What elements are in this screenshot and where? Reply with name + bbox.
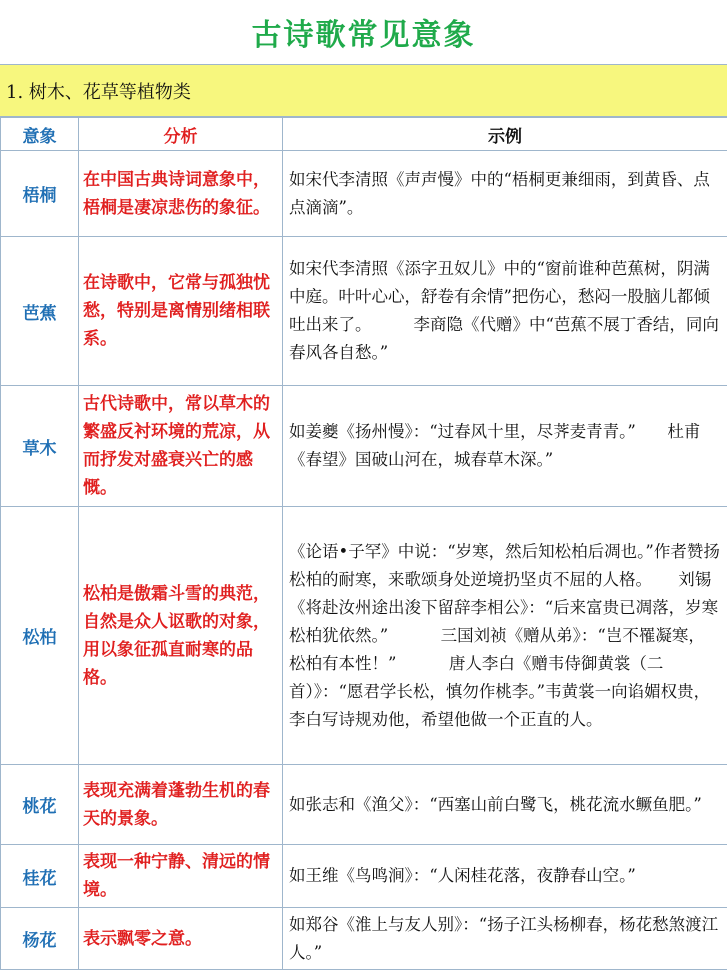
table-row — [1, 765, 727, 845]
row-example: 如姜夔《扬州慢》：“过春风十里，尽荠麦青青。” 杜甫《春望》国破山河在，城春草木深。” — [283, 386, 727, 507]
page-title: 古诗歌常见意象 — [252, 10, 476, 54]
row-term: 芭蕉 — [1, 237, 79, 386]
row-example: 如张志和《渔父》：“西塞山前白鹭飞，桃花流水鳜鱼肥。” — [283, 765, 727, 845]
row-example: 如郑谷《淮上与友人别》：“扬子江头杨柳春，杨花愁煞渡江人。” — [283, 908, 727, 970]
row-example: 如宋代李清照《声声慢》中的“梧桐更兼细雨，到黄昏、点点滴滴”。 — [283, 151, 727, 237]
row-term: 杨花 — [1, 908, 79, 970]
row-term: 草木 — [1, 386, 79, 507]
row-term: 松柏 — [1, 507, 79, 765]
table-row — [1, 151, 727, 237]
row-example: 《论语•子罕》中说：“岁寒，然后知松柏后凋也。”作者赞扬松柏的耐寒，来歌颂身处逆境扔坚贞不屈的人格。 刘锡《将赴汝州途出浚下留辞李相公》：“后来富贵已凋落，岁寒松柏犹依然。” 三国刘祯《赠从弟》：“岂不罹凝寒，松柏有本性！” 唐人李白《赠韦侍御黄裳（二首）》：“愿君学长松，慎勿作桃李。”韦黄裳一向谄媚权贵，李白写诗规劝他，希望他做一个正直的人。 — [283, 507, 727, 765]
row-analysis: 在诗歌中，它常与孤独忧愁，特别是离情别绪相联系。 — [79, 237, 283, 386]
imagery-table — [0, 117, 727, 970]
header-analysis: 分析 — [79, 118, 283, 151]
table-row — [1, 386, 727, 507]
row-analysis: 古代诗歌中，常以草木的繁盛反衬环境的荒凉，从而抒发对盛衰兴亡的感慨。 — [79, 386, 283, 507]
row-analysis: 松柏是傲霜斗雪的典范，自然是众人讴歌的对象，用以象征孤直耐寒的品格。 — [79, 507, 283, 765]
header-example: 示例 — [283, 118, 727, 151]
table-row — [1, 845, 727, 908]
section-header — [0, 65, 727, 117]
row-term: 梧桐 — [1, 151, 79, 237]
table-header-row — [1, 118, 727, 151]
row-example: 如王维《鸟鸣涧》：“人闲桂花落，夜静春山空。” — [283, 845, 727, 908]
row-analysis: 表现一种宁静、清远的情境。 — [79, 845, 283, 908]
table-row — [1, 908, 727, 970]
row-analysis: 表现充满着蓬勃生机的春天的景象。 — [79, 765, 283, 845]
table-row — [1, 237, 727, 386]
row-analysis: 表示飘零之意。 — [79, 908, 283, 970]
section-title: 1. 树木、花草等植物类 — [0, 78, 191, 104]
row-analysis: 在中国古典诗词意象中，梧桐是凄凉悲伤的象征。 — [79, 151, 283, 237]
table-row — [1, 507, 727, 765]
row-example: 如宋代李清照《添字丑奴儿》中的“窗前谁种芭蕉树，阴满中庭。叶叶心心，舒卷有余情”把伤心，愁闷一股脑儿都倾吐出来了。 李商隐《代赠》中“芭蕉不展丁香结，同向春风各自愁。” — [283, 237, 727, 386]
header-term: 意象 — [1, 118, 79, 151]
row-term: 桃花 — [1, 765, 79, 845]
row-term: 桂花 — [1, 845, 79, 908]
title-bar — [0, 0, 727, 65]
